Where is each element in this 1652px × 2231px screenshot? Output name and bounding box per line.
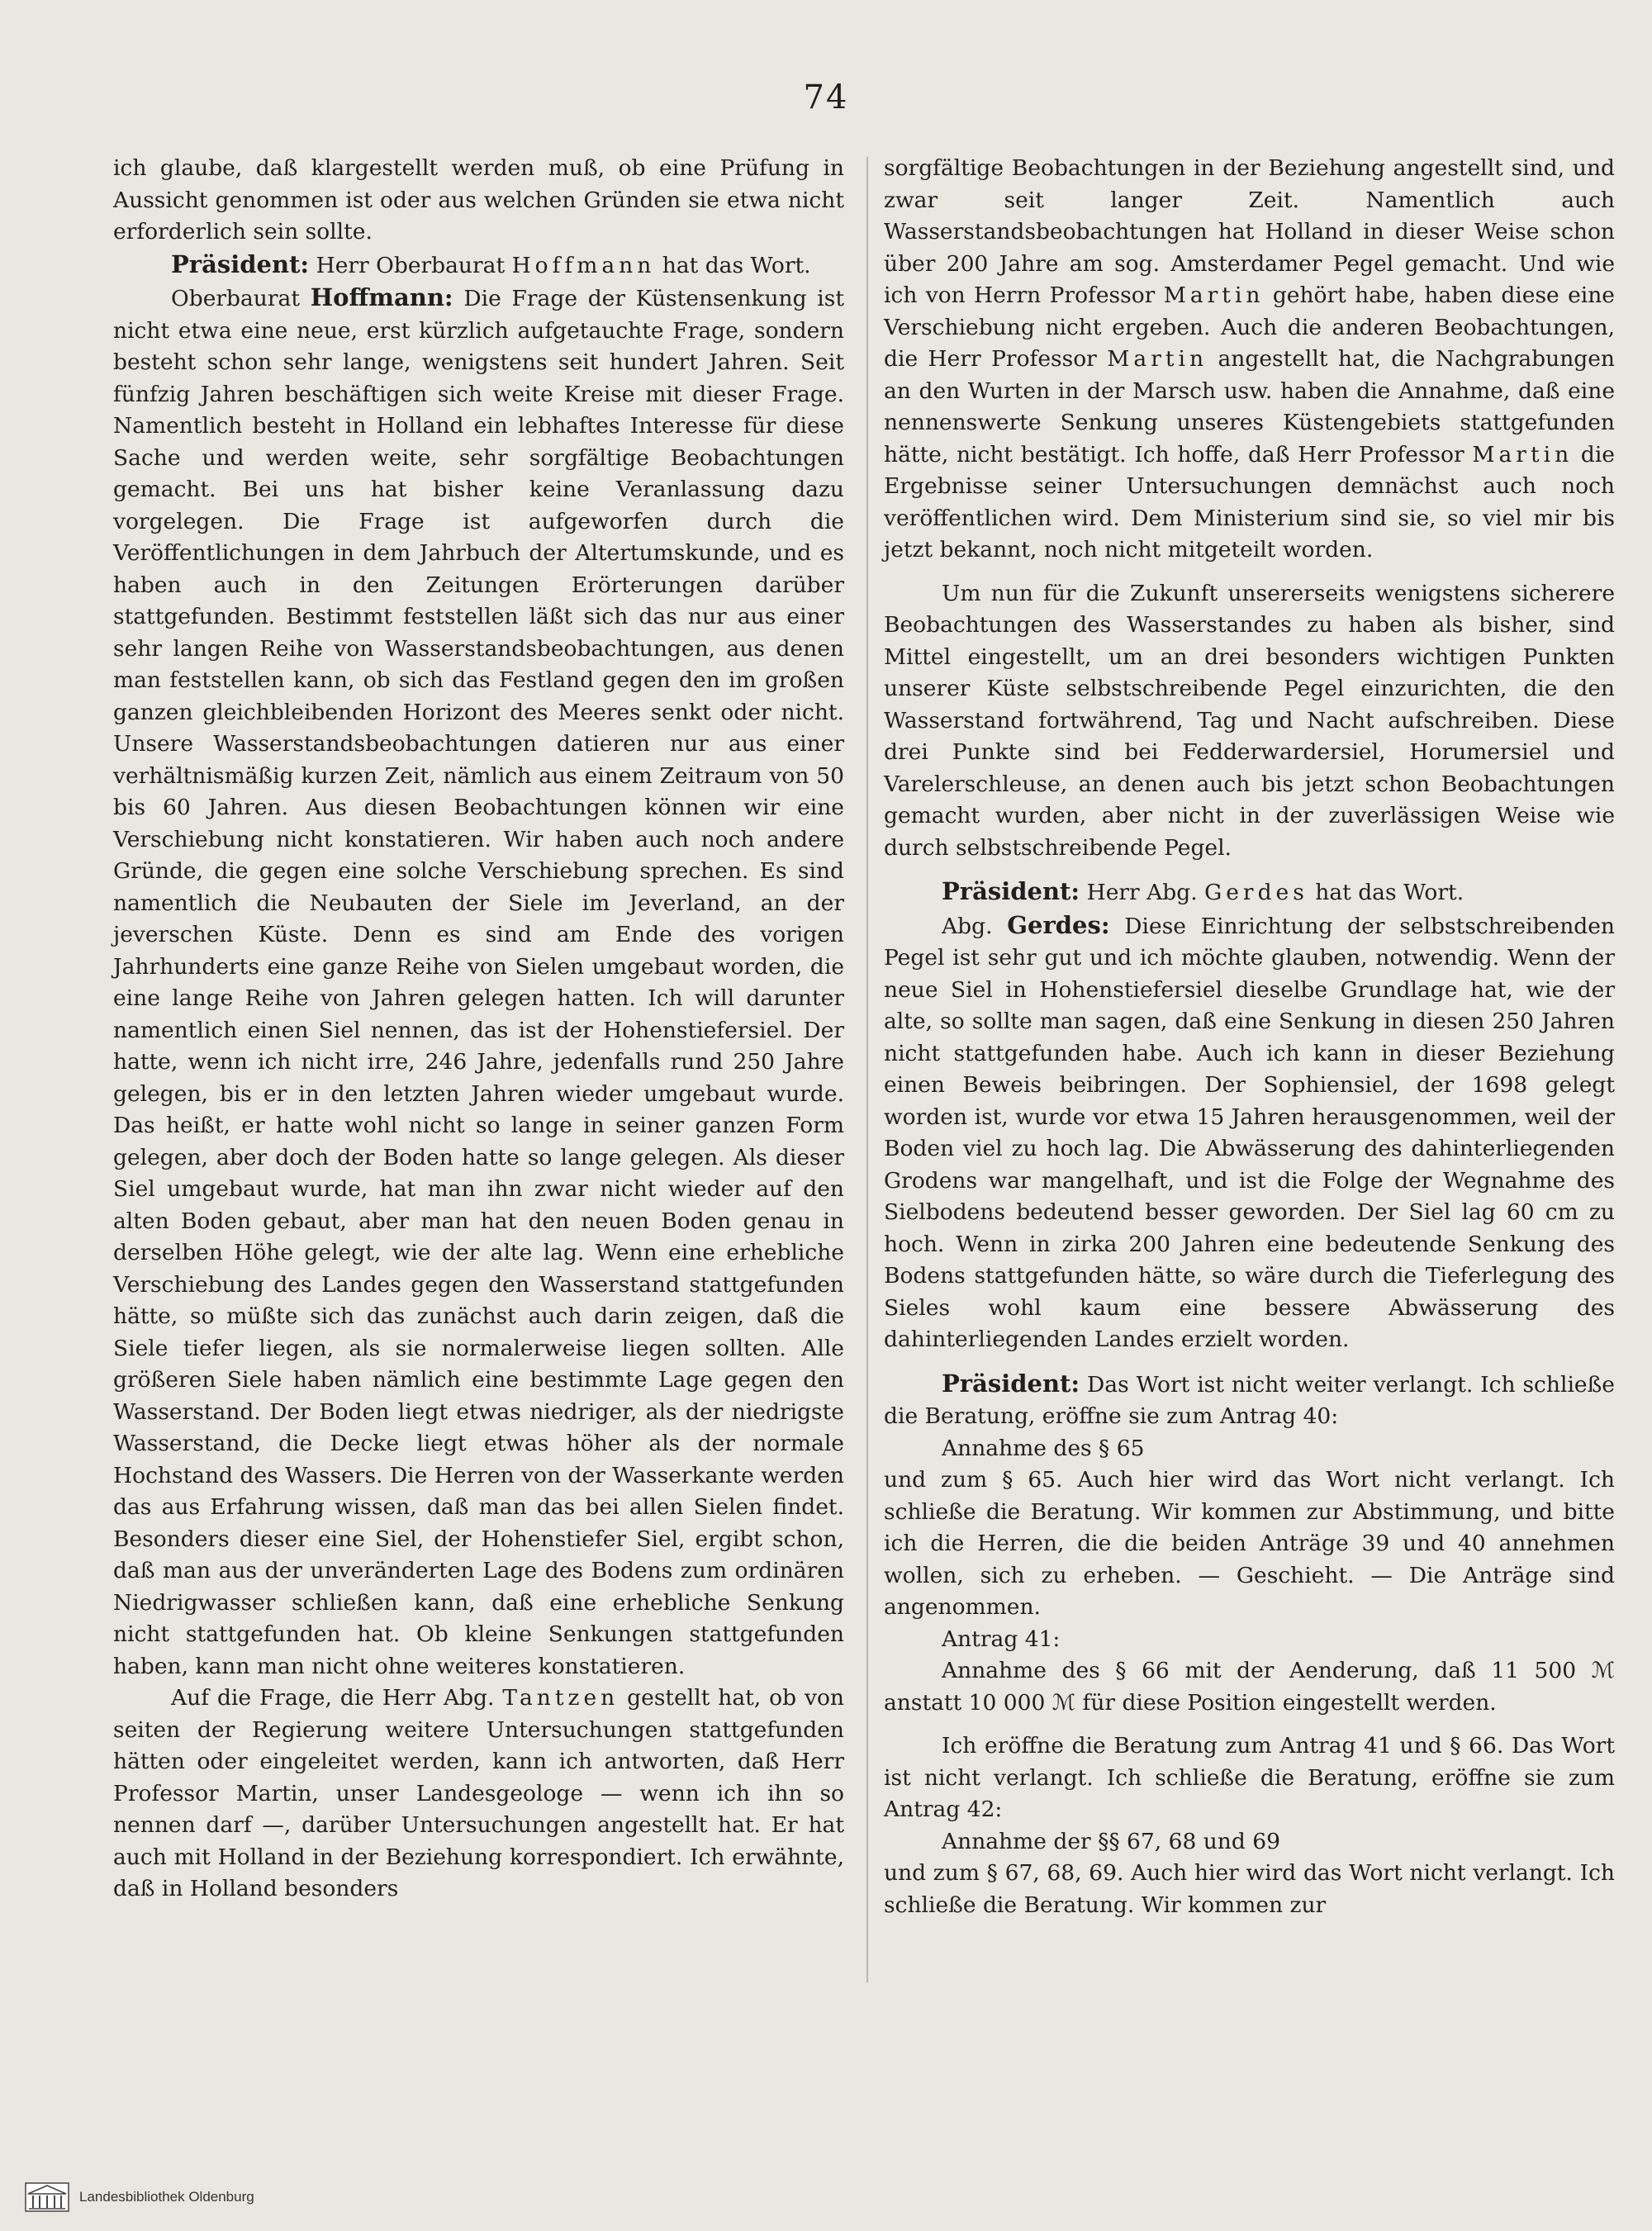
text-run: Abg. bbox=[942, 913, 993, 939]
text-run: angestellt hat, die Nachgrabungen an den Wurten in der Marsch usw. haben die Annahme, daß eine nennenswerte Senkung unseres Küstengebiets stattgefunden hätte, nicht bestätigt. Ich hoffe, daß Herr Professor bbox=[884, 346, 1615, 468]
paragraph bbox=[113, 282, 844, 1683]
paragraph bbox=[884, 153, 1615, 567]
speaker-label: Gerdes: bbox=[1007, 910, 1110, 939]
text-run: Das Wort ist nicht weiter verlangt. Ich schließe die Beratung, eröffne sie zum Antrag 40: bbox=[884, 1371, 1615, 1429]
text-run: hat das Wort. bbox=[662, 252, 811, 278]
text-run: gehört habe, haben diese eine Verschiebung nicht ergeben. Auch die anderen Beobachtungen, die Herr Professor bbox=[884, 282, 1615, 372]
speaker-name: Gerdes bbox=[1204, 880, 1308, 905]
speaker-name: Martin bbox=[1107, 346, 1208, 372]
speaker-label: Präsident: bbox=[942, 1369, 1080, 1398]
library-name: Landesbibliothek Oldenburg bbox=[79, 2189, 254, 2205]
text-run: sorgfältige Beobachtungen in der Beziehung angestellt sind, und zwar seit langer Zeit. Namentlich auch Wasserstandsbeobachtungen hat Holland in dieser Weise schon über 200 Jahre am sog. Amsterdamer Pegel gemacht. Und wie ich von Herrn Professor bbox=[884, 155, 1615, 308]
paragraph: Ich eröffne die Beratung zum Antrag 41 und § 66. Das Wort ist nicht verlangt. Ich schließe die Beratung, eröffne sie zum Antrag 42: bbox=[884, 1733, 1615, 1822]
text-run: hat das Wort. bbox=[1315, 880, 1464, 905]
paragraph bbox=[884, 876, 1615, 909]
motion-text: Annahme der §§ 67, 68 und 69 bbox=[942, 1828, 1280, 1854]
page-number: 74 bbox=[803, 78, 849, 116]
paragraph bbox=[884, 1368, 1615, 1433]
text-run: die Ergebnisse seiner Untersuchungen demnächst auch noch veröffentlichen wird. Dem Ministerium sind sie, so viel mir bis jetzt bekannt, noch nicht mitgeteilt worden. bbox=[884, 441, 1615, 562]
speaker-name: Tantzen bbox=[502, 1685, 620, 1711]
text-run: Oberbaurat bbox=[171, 286, 300, 311]
speaker-name: Martin bbox=[1163, 282, 1265, 308]
motion-text: Annahme des § 66 mit der Aenderung, daß 11 500 ℳ anstatt 10 000 ℳ für diese Position eingestellt werden. bbox=[884, 1658, 1615, 1716]
speaker-name: Hoffmann bbox=[511, 252, 656, 278]
text-run: Auf die Frage, die Herr Abg. bbox=[171, 1685, 495, 1711]
footer bbox=[25, 2181, 254, 2214]
paragraph bbox=[884, 909, 1615, 1356]
paragraph bbox=[113, 249, 844, 282]
library-building-icon bbox=[25, 2182, 69, 2212]
text-run: Herr Abg. bbox=[1086, 880, 1198, 905]
paragraph: und zum § 67, 68, 69. Auch hier wird das Wort nicht verlangt. Ich schließe die Beratung. Wir kommen zur bbox=[884, 1860, 1615, 1918]
paragraph: ich glaube, daß klargestellt werden muß, ob eine Prüfung in Aussicht genommen ist oder aus welchen Gründen sie etwa nicht erforderlich sein sollte. bbox=[113, 155, 844, 244]
text-run: Die Frage der Küstensenkung ist nicht etwa eine neue, erst kürzlich aufgetauchte Frage, sondern besteht schon sehr lange, wenigstens seit hundert Jahren. Seit fünfzig Jahren beschäftigen sich weite Kreise mit dieser Frage. Namentlich besteht in Holland ein lebhaftes Interesse für diese Sache und werden weite, sehr sorgfältige Beobachtungen gemacht. Bei uns hat bisher keine Veranlassung dazu vorgelegen. Die Frage ist aufgeworfen durch die Veröffentlichungen in dem Jahrbuch der Altertumskunde, und es haben auch in den Zeitungen Erörterungen darüber stattgefunden. Bestimmt feststellen läßt sich das nur aus einer sehr langen Reihe von Wasserstandsbeobachtungen, aus denen man feststellen kann, ob sich das Festland gegen den im großen ganzen gleichbleibenden Horizont des Meeres senkt oder nicht. Unsere Wasserstandsbeobachtungen datieren nur aus einer verhältnismäßig kurzen Zeit, nämlich aus einem Zeitraum von 50 bis 60 Jahren. Aus diesen Beobachtungen können wir eine Verschiebung nicht konstatieren. Wir haben auch noch andere Gründe, die gegen eine solche Verschiebung sprechen. Es sind namentlich die Neubauten der Siele im Jeverland, an der jeverschen Küste. Denn es sind am Ende des vorigen Jahrhunderts eine ganze Reihe von Sielen umgebaut worden, die eine lange Reihe von Jahren gelegen hatten. Ich will darunter namentlich einen Siel nennen, das ist der Hohenstiefersiel. Der hatte, wenn ich nicht irre, 246 Jahre, jedenfalls rund 250 Jahre gelegen, bis er in den letzten Jahren wieder umgebaut wurde. Das heißt, er hatte wohl nicht so lange in seiner ganzen Form gelegen, aber doch der Boden hatte so lange gelegen. Als dieser Siel umgebaut wurde, hat man ihn zwar nicht wieder auf den alten Boden gebaut, aber man hat den neuen Boden genau in derselben Höhe gelegt, wie der alte lag. Wenn eine erhebliche Verschiebung des Landes gegen den Wasserstand stattgefunden hätte, so müßte sich das zunächst auch darin zeigen, daß die Siele tiefer liegen, als sie normalerweise liegen sollten. Alle größeren Siele haben nämlich eine bestimmte Lage gegen den Wasserstand. Der Boden liegt etwas niedriger, als der niedrigste Wasserstand, die Decke liegt etwas höher als der normale Hochstand des Wassers. Die Herren von der Wasserkante werden das aus Erfahrung wissen, daß man das bei allen Sielen findet. Besonders dieser eine Siel, der Hohenstiefer Siel, ergibt schon, daß man aus der unveränderten Lage des Bodens zum ordinären Niedrigwasser schließen kann, daß eine erhebliche Senkung nicht stattgefunden hat. Ob kleine Senkungen stattgefunden haben, kann man nicht ohne weiteres konstatieren. bbox=[113, 286, 844, 1679]
paragraph: und zum § 65. Auch hier wird das Wort nicht verlangt. Ich schließe die Beratung. Wir kommen zur Abstimmung, und bitte ich die Herren, die die beiden Anträge 39 und 40 annehmen wollen, sich zu erheben. — Geschieht. — Die Anträge sind angenommen. bbox=[884, 1467, 1615, 1620]
text-run: Diese Einrichtung der selbstschreibenden Pegel ist sehr gut und ich möchte glauben, notwendig. Wenn der neue Siel in Hohenstiefersiel dieselbe Grundlage hat, wie der alte, so sollte man sagen, daß eine Senkung in diesen 250 Jahren nicht stattgefunden habe. Auch ich kann in dieser Beziehung einen Beweis beibringen. Der Sophiensiel, der 1698 gelegt worden ist, wurde vor etwa 15 Jahren herausgenommen, weil der Boden viel zu hoch lag. Die Abwässerung des dahinterliegenden Grodens war mangelhaft, und ist die Folge der Wegnahme des Sielbodens bedeutend besser geworden. Der Siel lag 60 cm zu hoch. Wenn in zirka 200 Jahren eine bedeutende Senkung des Bodens stattgefunden hätte, so wäre durch die Tieferlegung des Sieles wohl kaum eine bessere Abwässerung des dahinterliegenden Landes erzielt worden. bbox=[884, 913, 1615, 1352]
paragraph bbox=[113, 1683, 844, 1906]
paragraph: Um nun für die Zukunft unsererseits wenigstens sicherere Beobachtungen des Wasserstandes zu haben als bisher, sind Mittel eingestellt, um an drei besonders wichtigen Punkten unserer Küste selbstschreibende Pegel einzurichten, die den Wasserstand fortwährend, Tag und Nacht aufschreiben. Diese drei Punkte sind bei Fedderwardersiel, Horumersiel und Varelerschleuse, an denen auch bis jetzt schon Beobachtungen gemacht wurden, aber nicht in der zuverlässigen Weise wie durch selbstschreibende Pegel. bbox=[884, 580, 1615, 861]
speaker-label: Präsident: bbox=[942, 877, 1080, 905]
column-divider bbox=[866, 157, 868, 1982]
speaker-name: Martin bbox=[1472, 441, 1574, 468]
speaker-label: Präsident: bbox=[171, 249, 310, 278]
speaker-label: Hoffmann: bbox=[310, 283, 453, 311]
motion-label: Antrag 41: bbox=[942, 1626, 1061, 1652]
right-column bbox=[884, 153, 1615, 1921]
motion-text: Annahme des § 65 bbox=[942, 1435, 1145, 1461]
text-run: Herr Oberbaurat bbox=[316, 252, 506, 278]
left-column bbox=[113, 153, 844, 1906]
text-run: gestellt hat, ob von seiten der Regierung weitere Untersuchungen stattgefunden hätten oder eingeleitet werden, kann ich antworten, daß Herr Professor Martin, unser Landesgeologe — wenn ich ihn so nennen darf —, darüber Untersuchungen angestellt hat. Er hat auch mit Holland in der Beziehung korrespondiert. Ich erwähnte, daß in Holland besonders bbox=[113, 1685, 844, 1901]
